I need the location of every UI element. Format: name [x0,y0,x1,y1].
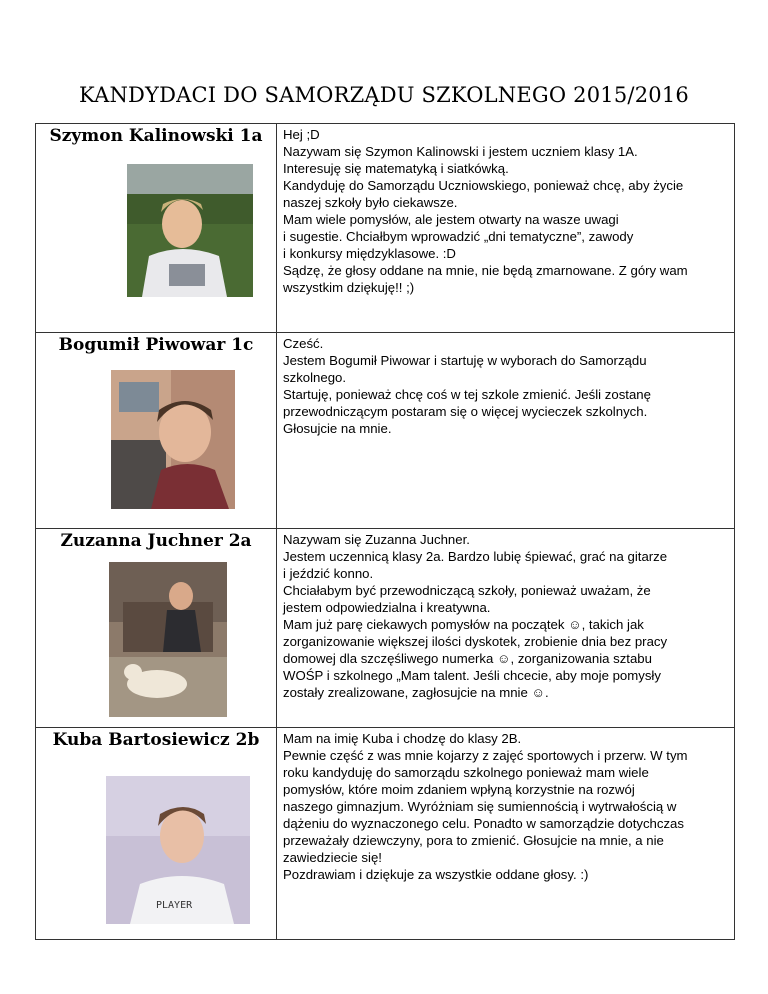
description-line: Jestem Bogumił Piwowar i startuję w wyborach do Samorządu [283,353,647,368]
description-line: Chciałabym być przewodniczącą szkoły, ponieważ uważam, że [283,583,651,598]
description-line: Cześć. [283,336,324,351]
candidate-photo [106,776,250,924]
description-line: Sądzę, że głosy oddane na mnie, nie będą zmarnowane. Z góry wam [283,263,688,278]
candidate-name-cell [36,529,277,728]
description-line: wszystkim dziękuję!! ;) [283,280,415,295]
description-line: Mam na imię Kuba i chodzę do klasy 2B. [283,731,522,746]
description-line: jestem odpowiedzialna i kreatywna. [283,600,491,615]
description-line: Głosujcie na mnie. [283,421,392,436]
description-line: pomysłów, które moim zdaniem wpłyną korzystnie na rozwój [283,782,635,797]
candidates-table [35,123,735,940]
description-line: WOŚP i szkolnego „Mam talent. Jeśli chcecie, aby moje pomysły [283,668,661,683]
description-line: domowej dla szczęśliwego numerka ☺, zorganizowania sztabu [283,651,652,666]
candidate-name-cell [36,333,277,529]
description-line: dążeniu do wyznaczonego celu. Ponadto w samorządzie dotychczas [283,816,684,831]
description-line: i jeździć konno. [283,566,374,581]
description-line: roku kandyduję do samorządu szkolnego ponieważ mam wiele [283,765,649,780]
description-line: i sugestie. Chciałbym wprowadzić „dni tematyczne”, zawody [283,229,634,244]
description-line: i konkursy międzyklasowe. :D [283,246,456,261]
candidate-name-cell [36,728,277,940]
description-line: Pozdrawiam i dziękuje za wszystkie oddane głosy. :) [283,867,589,882]
description-line: zorganizowanie większej ilości dyskotek, zrobienie dnia bez pracy [283,634,668,649]
candidate-name: Zuzanna Juchner 2a [60,531,252,551]
description-line: Mam wiele pomysłów, ale jestem otwarty na wasze uwagi [283,212,619,227]
candidate-row [36,529,735,728]
candidate-row [36,124,735,333]
description-line: Jestem uczennicą klasy 2a. Bardzo lubię śpiewać, grać na gitarze [283,549,668,564]
page-title: KANDYDACI DO SAMORZĄDU SZKOLNEGO 2015/2016 [79,83,689,107]
description-line: Hej ;D [283,127,320,142]
candidate-name: Szymon Kalinowski 1a [49,126,263,146]
candidate-name: Bogumił Piwowar 1c [58,335,254,355]
description-line: naszego gimnazjum. Wyróżniam się sumiennością i wytrwałością w [283,799,677,814]
description-line: Nazywam się Zuzanna Juchner. [283,532,470,547]
candidate-photo [111,370,235,509]
candidate-description [277,728,735,940]
description-line: naszej szkoły było ciekawsze. [283,195,458,210]
description-line: Mam już parę ciekawych pomysłów na początek ☺, takich jak [283,617,644,632]
candidate-name-cell [36,124,277,333]
description-line: zostały zrealizowane, zagłosujcie na mnie ☺. [283,685,549,700]
description-line: przeważały dziewczyny, pora to zmienić. Głosujcie na mnie, a nie [283,833,664,848]
candidate-row [36,728,735,940]
description-line: Pewnie część z was mnie kojarzy z zajęć sportowych i przerw. W tym [283,748,688,763]
description-line: Interesuję się matematyką i siatkówką. [283,161,509,176]
candidate-name: Kuba Bartosiewicz 2b [52,730,260,750]
candidate-description [277,529,735,728]
description-line: przewodniczącym postaram się o więcej wycieczek szkolnych. [283,404,648,419]
shirt-text: PLAYER [156,900,193,911]
description-line: Startuję, ponieważ chcę coś w tej szkole zmienić. Jeśli zostanę [283,387,651,402]
candidate-row [36,333,735,529]
candidate-photo [127,164,253,297]
description-line: Nazywam się Szymon Kalinowski i jestem uczniem klasy 1A. [283,144,638,159]
description-line: szkolnego. [283,370,347,385]
description-line: Kandyduję do Samorządu Uczniowskiego, ponieważ chcę, aby życie [283,178,684,193]
candidate-description [277,124,735,333]
description-line: zawiedziecie się! [283,850,382,865]
candidate-description [277,333,735,529]
candidate-photo [109,562,227,717]
